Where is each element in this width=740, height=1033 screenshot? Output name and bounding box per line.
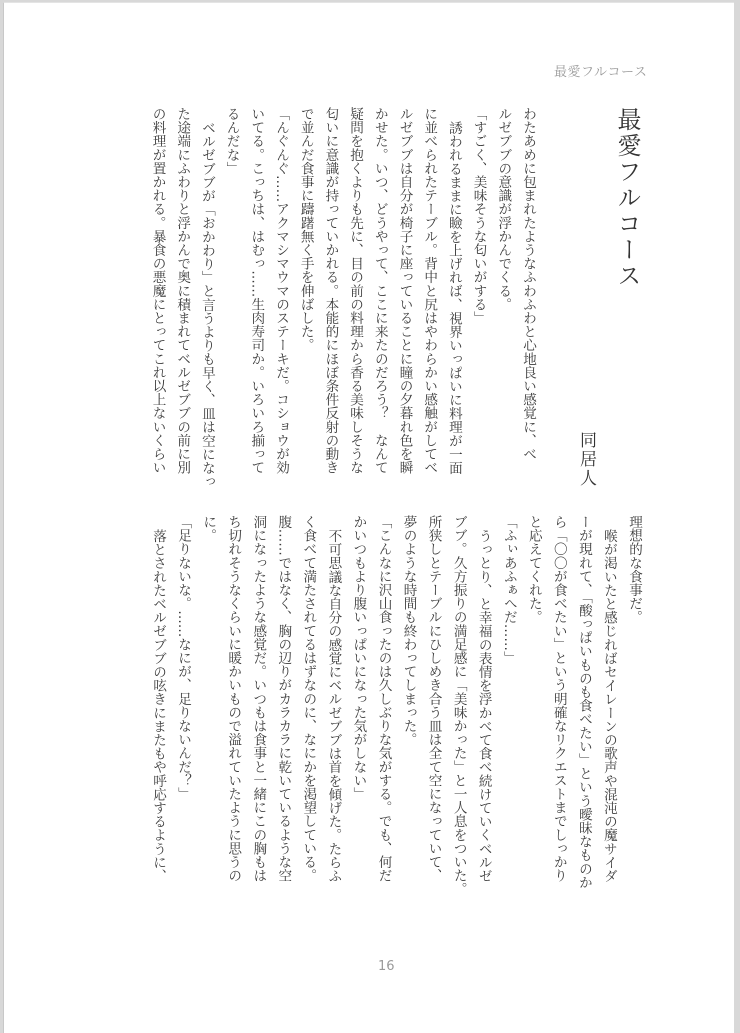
text-line: 匂いに意識が持っていかれる。本能的にほぼ条件反射の動き [322, 107, 339, 475]
author-name: 同居人 [576, 431, 596, 488]
text-line: かいつもより腹いっぱいになった気がしない」 [350, 515, 367, 801]
text-line: うっとり、と幸福の表情を浮かべて食べ続けていくベルゼ [475, 528, 492, 883]
text-line: の料理が置かれる。暴食の悪魔にとってこれ以上ないくらい [149, 107, 166, 475]
text-line: 夢のような時間も終わってしまった。 [400, 515, 417, 747]
text-line: 落とされたベルゼブブの呟きにまたもや呼応するように、 [150, 528, 167, 883]
text-line: 「こんなに沢山食ったのは久しぶりな気がする。でも、何だ [375, 515, 392, 883]
text-line: 「すごく、美味そうな匂いがする」 [470, 107, 487, 325]
text-line: ルゼブブは自分が椅子に座っていることに瞳の夕暮れ色を瞬 [396, 107, 413, 475]
text-line: わたあめに包まれたようなふわふわと心地良い感覚に、べ [520, 107, 536, 461]
text-line: 誘われるままに瞼を上げれば、視界いっぱいに料理が一面 [445, 120, 462, 475]
text-line: 疑問を抱くよりも先に、目の前の料理から香る美味しそうな [347, 107, 364, 475]
text-line: に。 [200, 515, 217, 543]
story-title: 最愛フルコース [613, 107, 641, 289]
text-line: 喉が渇いたと感じればセイレーンの歌声や混沌の魔サイダ [600, 528, 617, 883]
text-line: で並んだ食事に躊躇無く手を伸ばした。 [297, 107, 314, 352]
book-page [3, 2, 734, 1033]
text-line: 「んぐんぐ……アクマシマウマのステーキだ。コショウが効 [273, 107, 289, 475]
text-line: いてる。こっちは、はむっ……生肉寿司か。いろいろ揃って [248, 107, 265, 475]
text-line: かせた。いつ、どうやって、ここに来たのだろう？ なんて [371, 107, 388, 475]
text-line: 不可思議な自分の感覚にベルゼブブは首を傾げた。たらふ [325, 528, 342, 883]
text-line: ブブ。久方振りの満足感に「美味かった」と一人息をついた。 [450, 515, 467, 896]
text-line: く食べて満たされてるはずなのに、なにかを渇望している。 [300, 515, 317, 883]
text-line: 洞になったような感覚だ。いつもは食事と一緒にこの胸もは [250, 515, 267, 883]
text-line: ベルゼブブが「おかわり」と言うよりも早く、皿は空になっ [198, 120, 215, 488]
running-head: 最愛フルコース [554, 65, 648, 80]
text-line: ち切れそうなくらいに暖かいもので溢れていたように思うの [225, 515, 242, 883]
text-line: 理想的な食事だ。 [626, 515, 642, 624]
text-line: ら「〇〇が食べたい」という明確なリクエストまでしっかり [550, 515, 567, 883]
text-line: ルゼブブの意識が浮かんでくる。 [495, 107, 512, 311]
text-line: るんだな」 [223, 107, 240, 175]
text-line: ーが現れて、「酸っぱいものも食べたい」という曖昧なものか [575, 515, 592, 889]
text-line: た途端にふわりと浮かんで奥に積まれてベルゼブブの前に別 [174, 107, 191, 475]
text-line: と応えてくれた。 [525, 515, 542, 624]
text-line: 「ふぃあふぁへだ……」 [500, 515, 517, 665]
text-line: 腹……ではなく、胸の辺りがカラカラに乾いているような空 [275, 515, 292, 883]
text-line: 所狭しとテーブルにひしめき合う皿は全て空になっていて、 [425, 515, 442, 883]
page-number: 16 [378, 959, 395, 974]
text-line: 「足りないな。……なにが、足りないんだ？」 [175, 515, 192, 801]
text-line: に並べられたテーブル。背中と尻はやわらかい感触がしてべ [421, 107, 438, 475]
